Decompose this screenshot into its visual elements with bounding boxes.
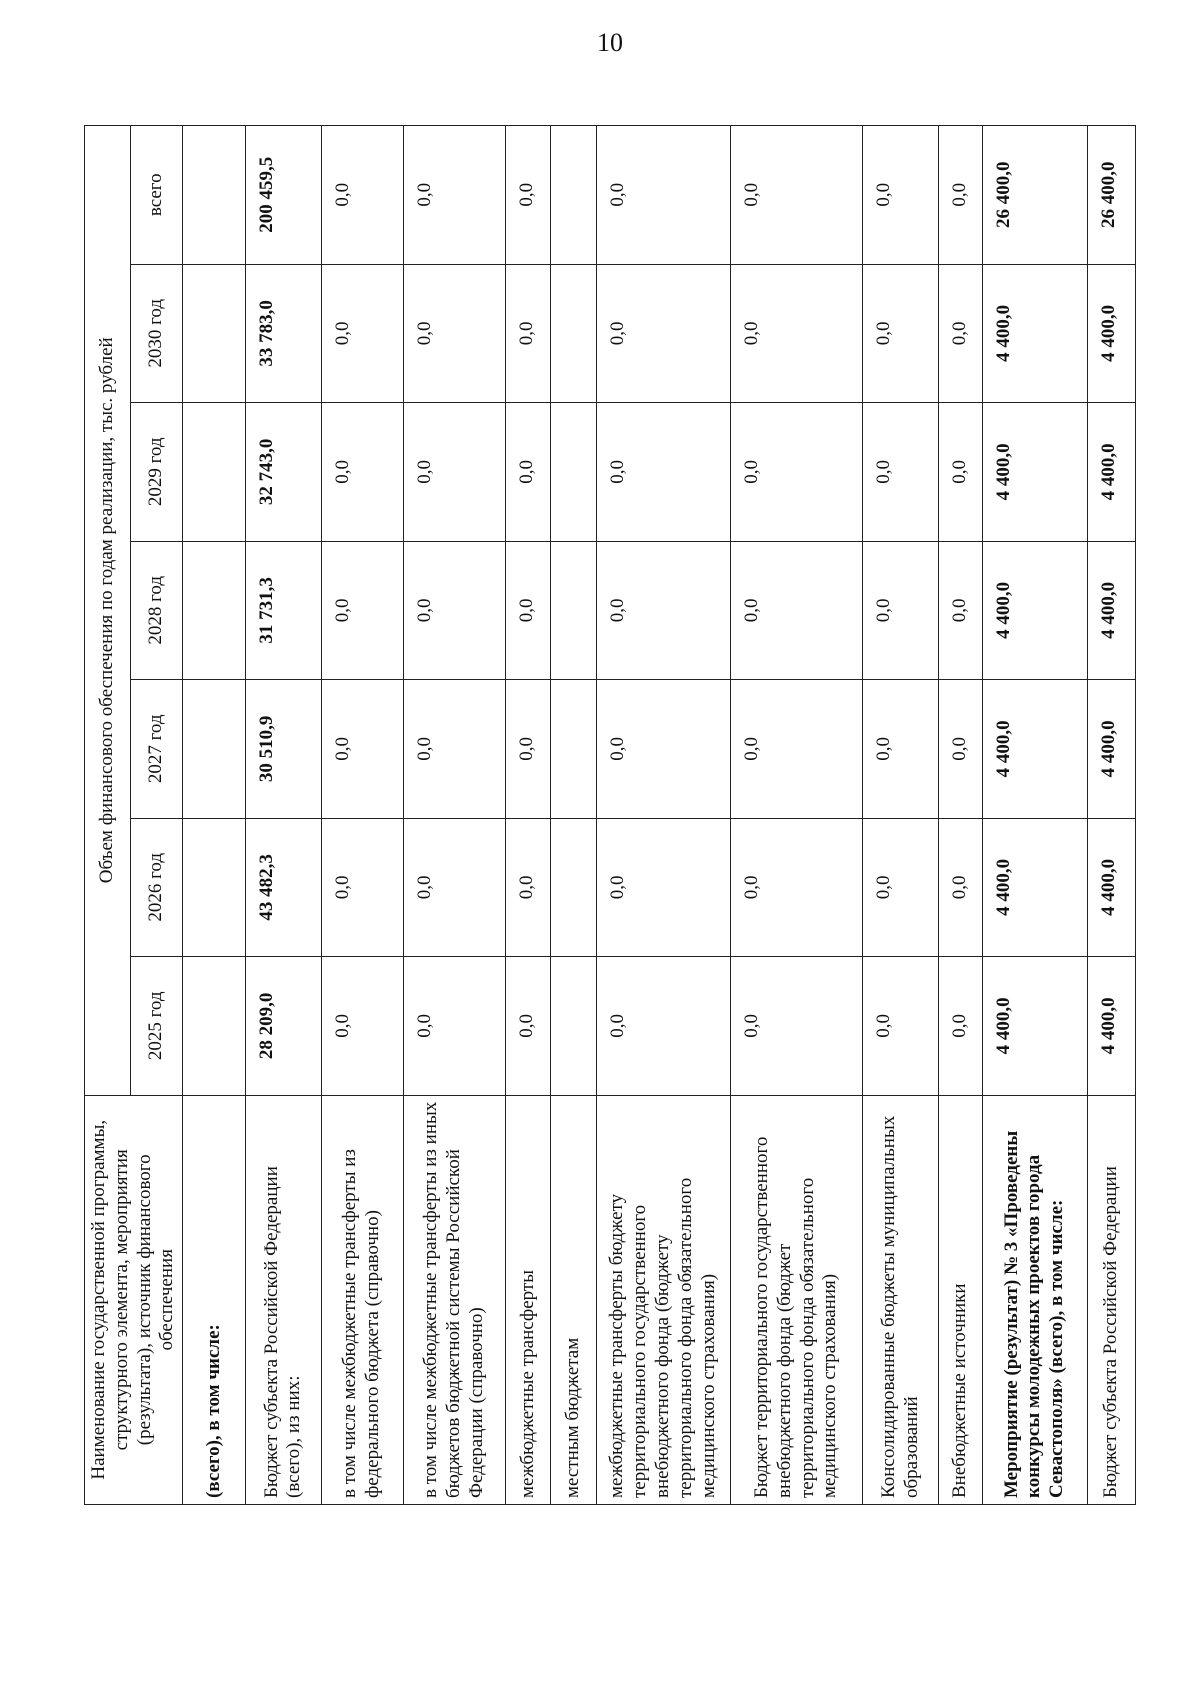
row-name: Консолидированные бюджеты муниципальных образований xyxy=(863,1095,939,1504)
cell-value: 32 743,0 xyxy=(246,403,322,542)
table-row xyxy=(183,126,246,1505)
cell-value: 43 482,3 xyxy=(246,818,322,957)
cell-value: 4 400,0 xyxy=(982,957,1087,1096)
table-row xyxy=(321,126,403,1505)
table-row xyxy=(938,126,982,1505)
table-row xyxy=(403,126,506,1505)
cell-value: 0,0 xyxy=(321,264,403,403)
row-name: в том числе межбюджетные трансферты из федерального бюджета (справочно) xyxy=(321,1095,403,1504)
cell-value: 0,0 xyxy=(403,957,506,1096)
cell-value xyxy=(183,680,246,819)
cell-value xyxy=(183,264,246,403)
cell-value: 0,0 xyxy=(938,403,982,542)
cell-value: 0,0 xyxy=(938,680,982,819)
row-name: Мероприятие (результат) № 3 «Проведены конкурсы молодежных проектов города Севастополя» (всего), в том числе: xyxy=(982,1095,1087,1504)
cell-value: 0,0 xyxy=(403,818,506,957)
cell-value: 4 400,0 xyxy=(1087,818,1135,957)
table-row xyxy=(731,126,863,1505)
table-row xyxy=(596,126,730,1505)
cell-value xyxy=(183,541,246,680)
cell-value: 0,0 xyxy=(938,264,982,403)
cell-value: 0,0 xyxy=(403,541,506,680)
row-name: Бюджет субъекта Российской Федерации (всего), из них: xyxy=(246,1095,322,1504)
row-name: межбюджетные трансферты бюджету территориального государственного внебюджетного фонда (бюджету территориального фонда обязательного медицинского страхования) xyxy=(596,1095,730,1504)
cell-value: 0,0 xyxy=(731,957,863,1096)
header-name-column: Наименование государственной программы, структурного элемента, мероприятия (результата), источник финансового обеспечения xyxy=(85,1095,183,1504)
cell-total: 0,0 xyxy=(731,126,863,265)
page-number: 10 xyxy=(597,28,623,57)
cell-value: 0,0 xyxy=(863,264,939,403)
cell-total: 0,0 xyxy=(403,126,506,265)
cell-value xyxy=(550,818,596,957)
cell-value xyxy=(550,264,596,403)
cell-value: 0,0 xyxy=(596,680,730,819)
rotated-table-wrapper xyxy=(84,125,1124,1505)
cell-value: 0,0 xyxy=(506,818,550,957)
cell-value: 0,0 xyxy=(506,541,550,680)
cell-value: 0,0 xyxy=(731,403,863,542)
table-row xyxy=(550,126,596,1505)
cell-value: 0,0 xyxy=(596,957,730,1096)
header-group: Объем финансового обеспечения по годам реализации, тыс. рублей xyxy=(85,126,131,1096)
cell-value: 0,0 xyxy=(506,680,550,819)
cell-total: 0,0 xyxy=(321,126,403,265)
cell-value: 0,0 xyxy=(506,957,550,1096)
cell-value: 0,0 xyxy=(596,264,730,403)
cell-value: 0,0 xyxy=(863,541,939,680)
cell-value: 4 400,0 xyxy=(1087,680,1135,819)
row-name: (всего), в том числе: xyxy=(183,1095,246,1504)
header-year: 2029 год xyxy=(130,403,183,542)
cell-total xyxy=(183,126,246,265)
cell-value: 0,0 xyxy=(938,541,982,680)
cell-value: 0,0 xyxy=(506,264,550,403)
header-year: 2028 год xyxy=(130,541,183,680)
cell-value: 28 209,0 xyxy=(246,957,322,1096)
cell-value: 0,0 xyxy=(938,818,982,957)
cell-value: 0,0 xyxy=(321,818,403,957)
cell-value: 4 400,0 xyxy=(982,680,1087,819)
cell-value xyxy=(550,541,596,680)
cell-value: 0,0 xyxy=(321,957,403,1096)
cell-value: 0,0 xyxy=(731,264,863,403)
cell-total: 26 400,0 xyxy=(1087,126,1135,265)
row-name: межбюджетные трансферты xyxy=(506,1095,550,1504)
table-body xyxy=(183,126,1136,1505)
cell-value: 0,0 xyxy=(403,264,506,403)
cell-value: 30 510,9 xyxy=(246,680,322,819)
header-year: 2025 год xyxy=(130,957,183,1096)
cell-value: 31 731,3 xyxy=(246,541,322,680)
cell-total: 26 400,0 xyxy=(982,126,1087,265)
cell-value: 33 783,0 xyxy=(246,264,322,403)
cell-value: 0,0 xyxy=(938,957,982,1096)
cell-total: 0,0 xyxy=(596,126,730,265)
cell-value: 0,0 xyxy=(596,541,730,680)
cell-value xyxy=(550,957,596,1096)
cell-value xyxy=(550,680,596,819)
cell-value xyxy=(183,818,246,957)
cell-value xyxy=(183,403,246,542)
table-row xyxy=(1087,126,1135,1505)
row-name: Бюджет территориального государственного внебюджетного фонда (бюджет территориального фонда обязательного медицинского страхования) xyxy=(731,1095,863,1504)
cell-value: 0,0 xyxy=(731,818,863,957)
cell-value: 0,0 xyxy=(731,541,863,680)
cell-value: 4 400,0 xyxy=(1087,264,1135,403)
header-total: всего xyxy=(130,126,183,265)
cell-value: 0,0 xyxy=(863,957,939,1096)
cell-value: 0,0 xyxy=(403,403,506,542)
cell-value: 0,0 xyxy=(321,403,403,542)
cell-value: 4 400,0 xyxy=(982,264,1087,403)
cell-value: 4 400,0 xyxy=(982,541,1087,680)
table-row xyxy=(982,126,1087,1505)
table-row xyxy=(506,126,550,1505)
cell-total: 0,0 xyxy=(863,126,939,265)
table-row xyxy=(246,126,322,1505)
cell-value: 0,0 xyxy=(596,403,730,542)
cell-value: 0,0 xyxy=(731,680,863,819)
cell-total: 200 459,5 xyxy=(246,126,322,265)
cell-value: 0,0 xyxy=(863,403,939,542)
row-name: местным бюджетам xyxy=(550,1095,596,1504)
cell-value: 4 400,0 xyxy=(1087,541,1135,680)
cell-value: 0,0 xyxy=(863,680,939,819)
cell-value: 0,0 xyxy=(863,818,939,957)
row-name: Внебюджетные источники xyxy=(938,1095,982,1504)
cell-value: 0,0 xyxy=(321,680,403,819)
cell-value: 0,0 xyxy=(596,818,730,957)
cell-value xyxy=(550,403,596,542)
cell-value: 4 400,0 xyxy=(1087,403,1135,542)
cell-value: 0,0 xyxy=(321,541,403,680)
cell-value: 4 400,0 xyxy=(982,403,1087,542)
row-name: Бюджет субъекта Российской Федерации xyxy=(1087,1095,1135,1504)
cell-value xyxy=(183,957,246,1096)
cell-value: 0,0 xyxy=(506,403,550,542)
header-year: 2026 год xyxy=(130,818,183,957)
financing-table xyxy=(84,125,1136,1505)
row-name: в том числе межбюджетные трансферты из иных бюджетов бюджетной системы Российской Федерации (справочно) xyxy=(403,1095,506,1504)
cell-total: 0,0 xyxy=(938,126,982,265)
header-year: 2030 год xyxy=(130,264,183,403)
cell-total xyxy=(550,126,596,265)
cell-value: 4 400,0 xyxy=(982,818,1087,957)
header-year: 2027 год xyxy=(130,680,183,819)
cell-value: 4 400,0 xyxy=(1087,957,1135,1096)
cell-total: 0,0 xyxy=(506,126,550,265)
cell-value: 0,0 xyxy=(403,680,506,819)
table-row xyxy=(863,126,939,1505)
